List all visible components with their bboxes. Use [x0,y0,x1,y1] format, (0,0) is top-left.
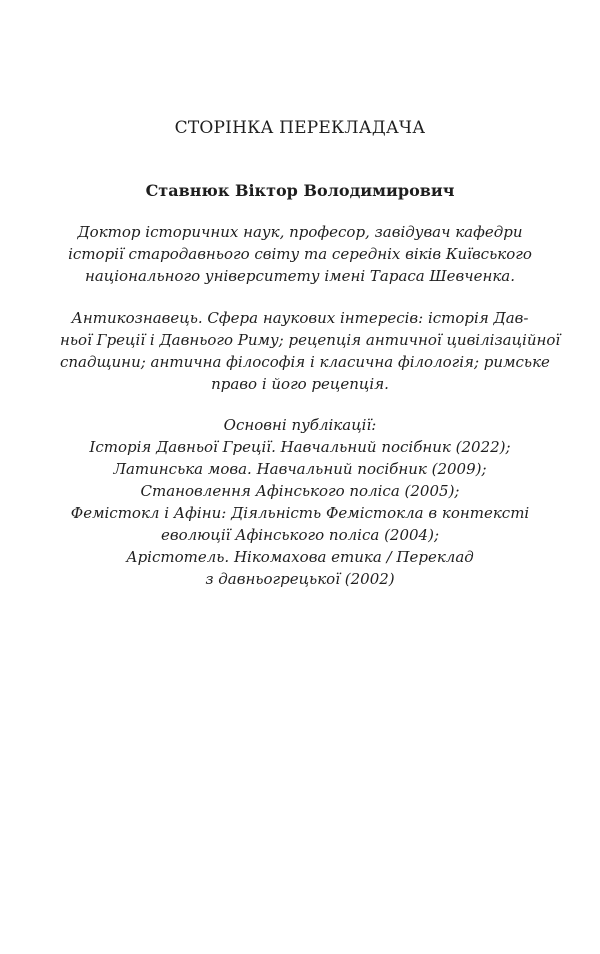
bio-line: національного університету імені Тараса Шевченка. [84,267,516,285]
interests-line: спадщини; антична філософія і класична філологія; римське [60,353,550,371]
interests-line: право і його рецепція. [211,375,389,393]
publication-line: еволюції Афінського поліса (2004); [160,526,440,544]
translator-bio [60,221,540,287]
bio-line: Доктор історичних наук, професор, завідувач кафедри [77,223,523,241]
research-interests [60,307,561,395]
publication-line: Арістотель. Нікомахова етика / Переклад [126,548,474,566]
publication-line: Латинська мова. Навчальний посібник (2009); [113,460,487,478]
bio-line: історії стародавнього світу та середніх віків Київського [68,245,532,263]
publication-line: Становлення Афінського поліса (2005); [140,482,460,500]
publication-line: з давньогрецької (2002) [205,570,395,588]
interests-line: ньої Греції і Давнього Риму; рецепція античної цивілізаційної [60,331,561,349]
publications-list [60,414,540,590]
interests-line: Антикознавець. Сфера наукових інтересів: історія Дав- [71,309,529,327]
publication-line: Фемістокл і Афіни: Діяльність Фемістокла в контексті [70,504,530,522]
publications-heading: Основні публікації: [223,416,377,434]
page-heading: СТОРІНКА ПЕРЕКЛАДАЧА [174,118,426,138]
publication-line: Історія Давньої Греції. Навчальний посібник (2022); [89,438,511,456]
translator-name: Ставнюк Віктор Володимирович [145,181,455,200]
